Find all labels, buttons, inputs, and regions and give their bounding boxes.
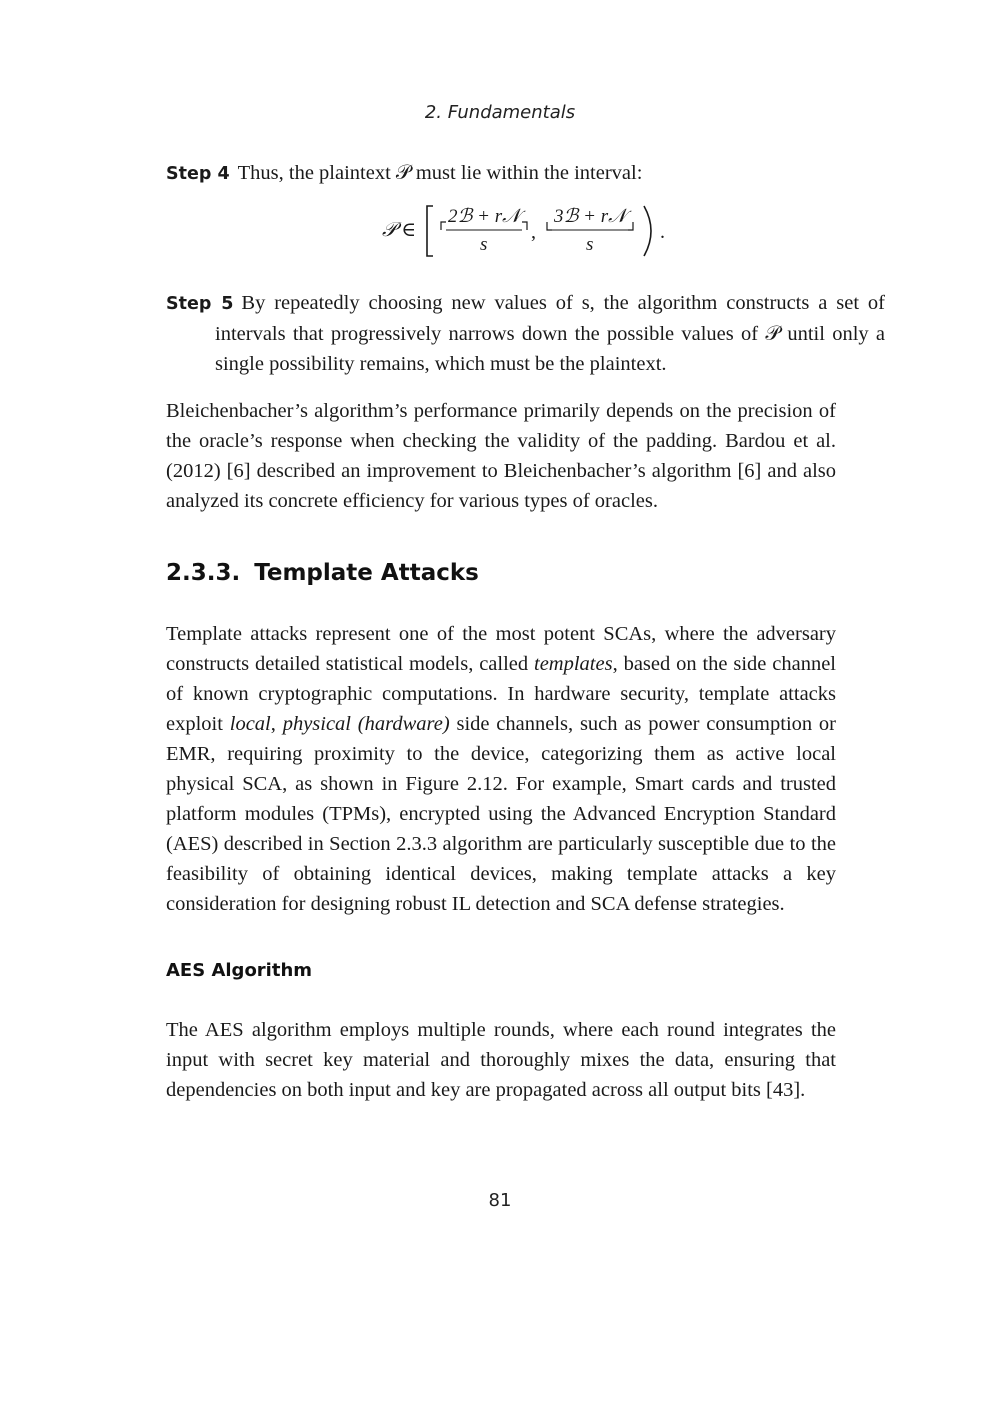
emphasis-local: local: [229, 713, 271, 735]
fraction-1-numerator: 2ℬ + r𝒩: [448, 206, 521, 227]
text-run: , based on the side channel of known cryptographic computations. In hardware security, template attacks exploit: [166, 653, 836, 735]
equation-comma: ,: [531, 221, 536, 243]
step-4-text: Thus, the plaintext 𝒫 must lie within the interval:: [237, 162, 643, 184]
running-head: 2. Fundamentals: [424, 102, 576, 123]
floor-open: [547, 222, 552, 230]
section-title: Template Attacks: [254, 560, 479, 586]
paragraph-template-attacks: [166, 619, 836, 919]
right-paren: [644, 206, 651, 256]
page-number: 81: [488, 1190, 512, 1211]
paragraph-aes: The AES algorithm employs multiple rounds, where each round integrates the input with secret key material and thoroughly mixes the data, ensuring that dependencies on both input and key are propagated across all output bits [43].: [166, 1019, 836, 1101]
subsection-heading: AES Algorithm: [166, 960, 313, 981]
ceil-close: [522, 222, 527, 230]
text-run: side channels, such as power consumption or EMR, requiring proximity to the device, categorizing them as active local physical SCA, as shown in Figure 2.12. For example, Smart cards and trusted platform modules (TPMs), encrypted using the Advanced Encryption Standard (AES) described in Section 2.3.3 algorithm are particularly susceptible due to the feasibility of obtaining identical devices, making template attacks a key consideration for designing robust IL detection and SCA defense strategies.: [166, 713, 837, 915]
step-5-text: By repeatedly choosing new values of s, the algorithm constructs a set of intervals that progressively narrows down the possible values of 𝒫 until only a single possibility remains, which must be the plaintext.: [215, 292, 885, 375]
fraction-1-denominator: s: [480, 234, 488, 255]
step-4-label: Step 4: [166, 164, 230, 184]
equation-period: .: [660, 221, 665, 243]
floor-close: [628, 222, 633, 230]
equation-lhs: 𝒫 ∈: [382, 219, 417, 241]
section-number: 2.3.3.: [166, 560, 241, 586]
paragraph-bleichenbacher: Bleichenbacher’s algorithm’s performance primarily depends on the precision of the oracle’s response when checking the validity of the padding. Bardou et al. (2012) [6] described an improvement to Bleichenbacher’s algorithm [6] and also analyzed its concrete efficiency for various types of oracles.: [166, 400, 836, 512]
section-heading: [166, 560, 479, 586]
interval-equation: [0, 200, 1000, 260]
step-5-label: Step 5: [166, 294, 234, 314]
text-run: Template attacks represent one of the most potent SCAs, where the adversary constructs detailed statistical models, called: [166, 623, 836, 675]
equation-svg: [0, 200, 1000, 260]
step-4: [166, 158, 836, 189]
text-run: ,: [270, 713, 283, 735]
fraction-2-numerator: 3ℬ + r𝒩: [554, 206, 627, 227]
emphasis-templates: templates: [534, 653, 613, 675]
left-bracket: [427, 206, 433, 256]
ceil-open: [441, 222, 446, 230]
emphasis-physical: physical (hardware): [282, 713, 450, 735]
fraction-2-denominator: s: [586, 234, 594, 255]
step-5: [166, 288, 885, 379]
